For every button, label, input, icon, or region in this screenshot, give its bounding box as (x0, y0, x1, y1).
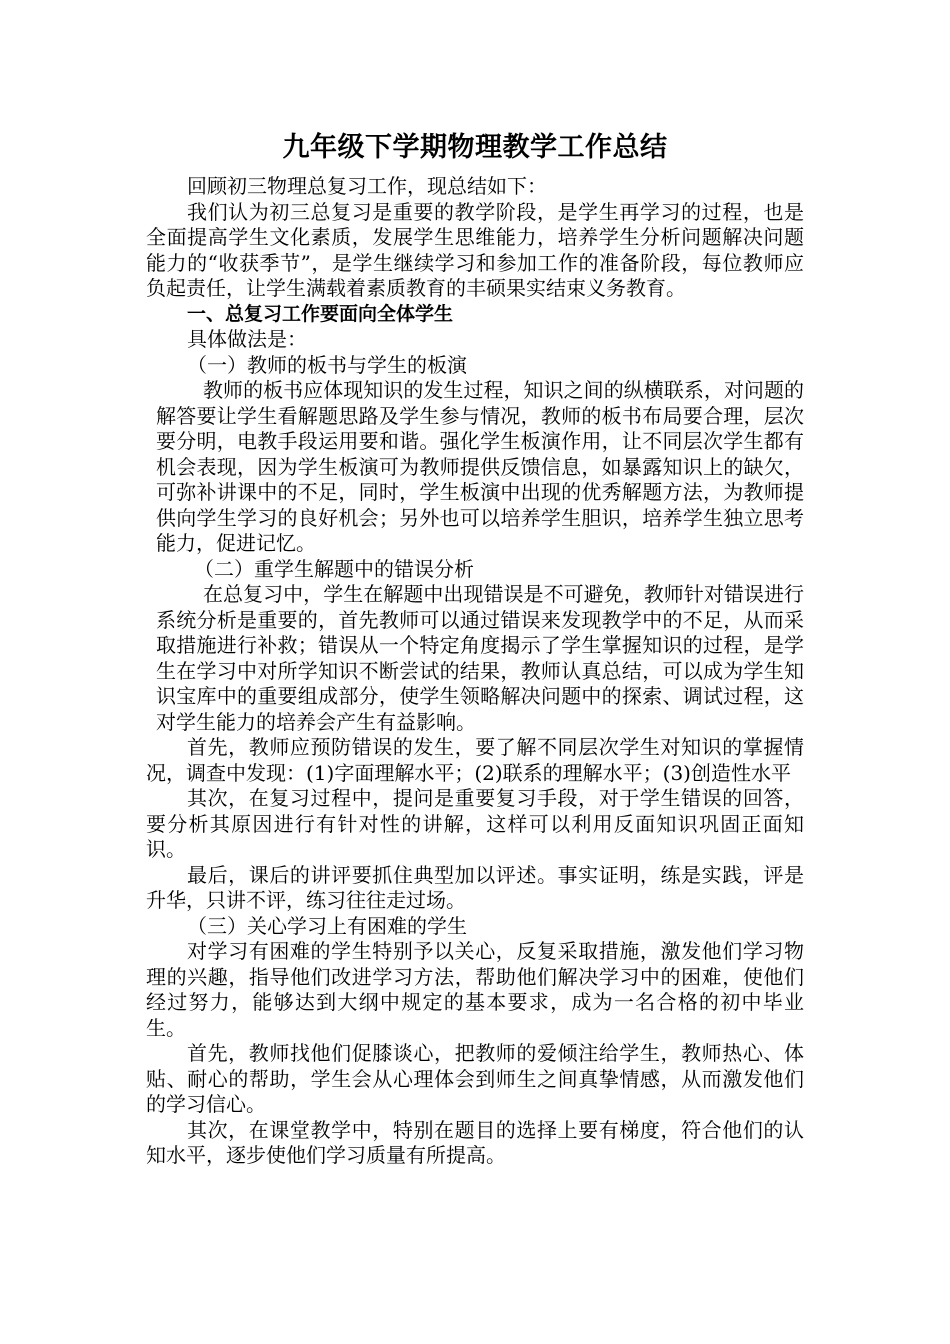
classroom-teaching-paragraph: 其次，在课堂教学中，特别在题目的选择上要有梯度，符合他们的认知水平，逐步使他们学习质量有所提高。 (146, 1117, 804, 1167)
error-analysis-paragraph: 在总复习中，学生在解题中出现错误是不可避免，教师针对错误进行系统分析是重要的，首先教师可以通过错误来发现教学中的不足，从而采取措施进行补救；错误从一个特定角度揭示了学生掌握知识的过程，是学生在学习中对所学知识不断尝试的结果，教师认真总结，可以成为学生知识宝库中的重要组成部分，使学生领略解决问题中的探索、调试过程，这对学生能力的培养会产生有益影响。 (156, 582, 804, 734)
section-heading-1: 一、总复习工作要面向全体学生 (187, 302, 454, 325)
subheading-3: （三）关心学习上有困难的学生 (187, 913, 467, 938)
inset-block-2 (146, 582, 804, 735)
subheading-1: （一）教师的板书与学生的板演 (187, 352, 467, 377)
method-intro-paragraph: 具体做法是： (187, 327, 307, 351)
last-step-paragraph: 最后，课后的讲评要抓住典型加以评述。事实证明，练是实践，评是升华，只讲不评，练习往往走过场。 (146, 862, 804, 912)
blackboard-paragraph: 教师的板书应体现知识的发生过程，知识之间的纵横联系，对问题的解答要让学生看解题思路及学生参与情况，教师的板书布局要合理，层次要分明，电教手段运用要和谐。强化学生板演作用，让不同层次学生都有机会表现，因为学生板演可为教师提供反馈信息，如暴露知识上的缺欠，可弥补讲课中的不足，同时，学生板演中出现的优秀解题方法，为教师提供向学生学习的良好机会；另外也可以培养学生胆识，培养学生独立思考能力，促进记忆。 (156, 378, 804, 555)
first-step-paragraph: 首先，教师应预防错误的发生，要了解不同层次学生对知识的掌握情况，调查中发现：(1)字面理解水平；(2)联系的理解水平；(3)创造性水平 (146, 735, 804, 785)
subheading-2: （二）重学生解题中的错误分析 (194, 556, 474, 581)
document-title: 九年级下学期物理教学工作总结 (282, 132, 668, 163)
second-step-paragraph: 其次，在复习过程中，提问是重要复习手段，对于学生错误的回答，要分析其原因进行有针对性的讲解，这样可以利用反面知识巩固正面知识。 (146, 786, 804, 861)
struggling-students-paragraph: 对学习有困难的学生特别予以关心，反复采取措施，激发他们学习物理的兴趣，指导他们改进学习方法，帮助他们解决学习中的困难，使他们经过努力，能够达到大纲中规定的基本要求，成为一名合格的初中毕业生。 (146, 939, 804, 1040)
document-body (146, 174, 804, 1169)
inset-block-1 (146, 378, 804, 557)
intro-paragraph: 回顾初三物理总复习工作，现总结如下： (187, 174, 547, 198)
heart-to-heart-paragraph: 首先，教师找他们促膝谈心，把教师的爱倾注给学生，教师热心、体贴、耐心的帮助，学生会从心理体会到师生之间真挚情感，从而激发他们的学习信心。 (146, 1041, 804, 1116)
purpose-paragraph: 我们认为初三总复习是重要的教学阶段，是学生再学习的过程，也是全面提高学生文化素质，发展学生思维能力，培养学生分析问题解决问题能力的“收获季节”，是学生继续学习和参加工作的准备阶段，每位教师应负起责任，让学生满载着素质教育的丰硕果实结束义务教育。 (146, 199, 804, 300)
